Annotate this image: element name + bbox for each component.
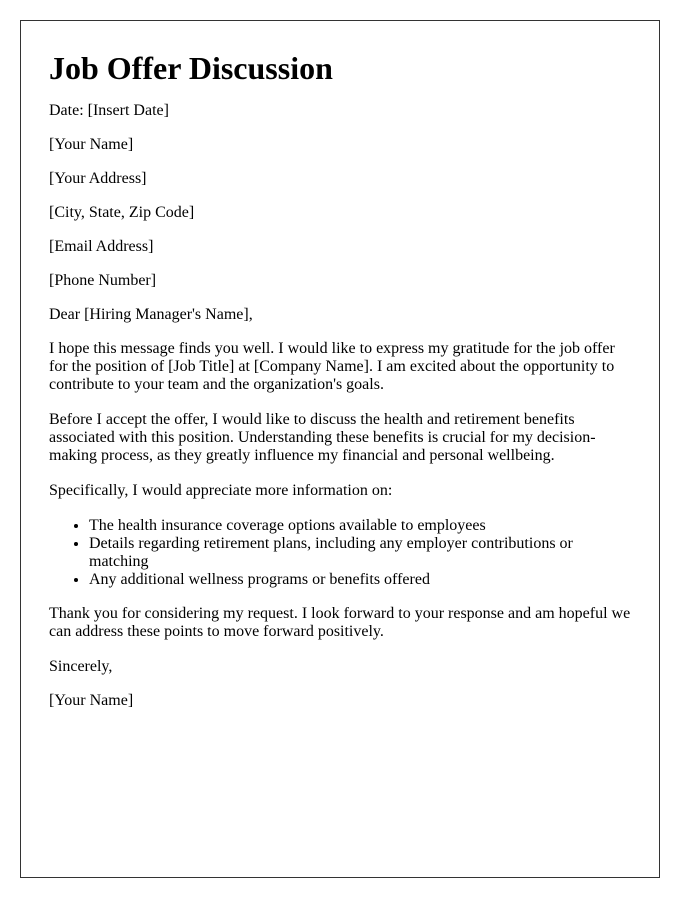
letter-title: Job Offer Discussion: [49, 50, 333, 86]
benefits-paragraph: Before I accept the offer, I would like to discuss the health and retirement benefits associated with this position. Understanding these benefits is crucial for my decision-making process, as they greatly influence my financial and personal wellbeing.: [49, 411, 596, 464]
letter-page: [20, 20, 660, 878]
closing-paragraph: Thank you for considering my request. I look forward to your response and am hopeful we can address these points to move forward positively.: [49, 605, 631, 640]
sender-city-state-zip: [City, State, Zip Code]: [49, 204, 195, 221]
request-list: [49, 517, 631, 589]
list-item: • Any additional wellness programs or benefits offered: [89, 571, 631, 589]
request-intro-paragraph: Specifically, I would appreciate more information on:: [49, 482, 393, 499]
salutation: Dear [Hiring Manager's Name],: [49, 306, 253, 323]
intro-paragraph: I hope this message finds you well. I would like to express my gratitude for the job offer for the position of [Job Title] at [Company Name]. I am excited about the opportunity to contribute to your team and the organization's goals.: [49, 340, 615, 393]
sender-email: [Email Address]: [49, 238, 154, 255]
sender-phone: [Phone Number]: [49, 272, 157, 289]
sign-off: Sincerely,: [49, 658, 113, 675]
signature-name: [Your Name]: [49, 692, 134, 709]
sender-address: [Your Address]: [49, 170, 147, 187]
sender-name: [Your Name]: [49, 136, 134, 153]
list-item: • The health insurance coverage options available to employees: [89, 517, 631, 535]
list-item: • Details regarding retirement plans, including any employer contributions or matching: [89, 535, 631, 571]
date-line: Date: [Insert Date]: [49, 102, 169, 119]
